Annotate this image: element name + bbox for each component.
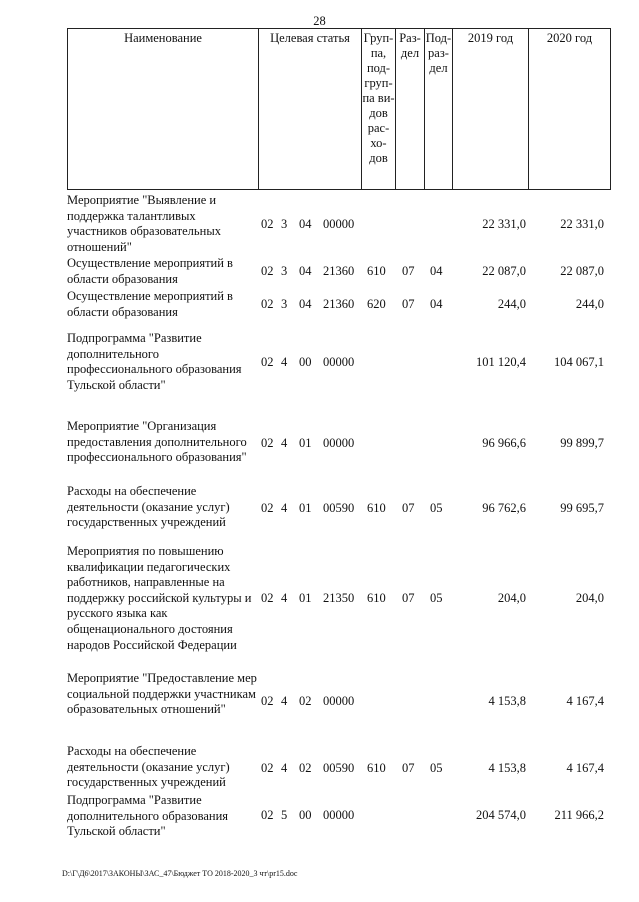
row-s: 4 <box>281 501 288 515</box>
row-code: 00000 <box>323 436 355 450</box>
row-p: 02 <box>261 264 274 278</box>
row-value-2019: 22 087,0 <box>482 264 526 278</box>
page-number: 28 <box>313 14 326 28</box>
header-subsection-cell <box>424 28 453 190</box>
row-code: 00000 <box>323 694 355 708</box>
row-name: Осуществление мероприятий в области образования <box>67 289 233 319</box>
row-name: Мероприятие "Организация предоставления дополнительного профессионального образования" <box>67 419 247 465</box>
row-value-2020: 204,0 <box>575 591 604 605</box>
row-value-2020: 104 067,1 <box>554 355 604 369</box>
row-code: 21360 <box>323 297 355 311</box>
row-value-2019: 96 966,6 <box>482 436 526 450</box>
row-value-2019: 4 153,8 <box>488 761 526 775</box>
row-name: Расходы на обеспечение деятельности (оказание услуг) государственных учреждений <box>67 484 230 530</box>
row-value-2019: 101 120,4 <box>476 355 526 369</box>
row-s: 3 <box>281 264 288 278</box>
row-pr: 05 <box>430 591 443 605</box>
row-name: Мероприятие "Выявление и поддержка талантливых участников образовательных отношений" <box>67 193 221 254</box>
row-name: Подпрограмма "Развитие дополнительного образования Тульской области" <box>67 793 229 839</box>
row-grp: 610 <box>367 501 386 515</box>
row-s: 3 <box>281 217 288 231</box>
row-s: 4 <box>281 436 288 450</box>
header-name: Наименование <box>124 31 202 45</box>
row-p: 02 <box>261 217 274 231</box>
row-pr: 05 <box>430 501 443 515</box>
row-p: 02 <box>261 591 274 605</box>
header-2020: 2020 год <box>546 31 593 45</box>
row-pr: 04 <box>430 264 443 278</box>
row-p: 02 <box>261 808 274 822</box>
row-value-2019: 244,0 <box>497 297 526 311</box>
row-rz: 07 <box>402 761 415 775</box>
row-s: 4 <box>281 694 288 708</box>
row-code: 00000 <box>323 217 355 231</box>
row-m: 04 <box>299 297 312 311</box>
header-group-cell <box>361 28 396 190</box>
header-section-cell <box>395 28 425 190</box>
row-value-2019: 22 331,0 <box>482 217 526 231</box>
row-value-2019: 4 153,8 <box>488 694 526 708</box>
row-grp: 610 <box>367 264 386 278</box>
row-grp: 610 <box>367 591 386 605</box>
row-p: 02 <box>261 355 274 369</box>
row-code: 21350 <box>323 591 355 605</box>
row-value-2020: 99 899,7 <box>560 436 604 450</box>
row-p: 02 <box>261 297 274 311</box>
header-2020-cell <box>528 28 611 190</box>
row-rz: 07 <box>402 264 415 278</box>
row-m: 00 <box>299 355 312 369</box>
row-s: 4 <box>281 591 288 605</box>
row-m: 04 <box>299 217 312 231</box>
row-s: 4 <box>281 355 288 369</box>
header-target-cell <box>258 28 362 190</box>
row-value-2020: 211 966,2 <box>554 808 604 822</box>
row-pr: 04 <box>430 297 443 311</box>
row-name: Мероприятия по повышению квалификации педагогических работников, направленные на поддержку российской культуры и русского языка как общенационального достояния народов Российской Федерации <box>67 544 252 652</box>
row-p: 02 <box>261 761 274 775</box>
file-path-footer: D:\Г\Д6\2017\ЗАКОНЫ\ЗАС_47\Бюджет ТО 2018-2020_3 чт\pr15.doc <box>62 869 298 878</box>
row-m: 01 <box>299 591 312 605</box>
row-code: 00590 <box>323 501 355 515</box>
row-p: 02 <box>261 436 274 450</box>
row-m: 00 <box>299 808 312 822</box>
row-name: Осуществление мероприятий в области образования <box>67 256 233 286</box>
row-m: 01 <box>299 436 312 450</box>
header-subsection: Под- раз- дел <box>425 31 452 75</box>
row-p: 02 <box>261 501 274 515</box>
header-2019: 2019 год <box>467 31 514 45</box>
row-value-2020: 22 087,0 <box>560 264 604 278</box>
header-group: Груп- па, под- груп- па ви- дов рас- хо- дов <box>362 31 395 165</box>
row-value-2019: 204,0 <box>497 591 526 605</box>
row-p: 02 <box>261 694 274 708</box>
row-pr: 05 <box>430 761 443 775</box>
header-name-cell <box>67 28 259 190</box>
row-value-2020: 4 167,4 <box>566 761 604 775</box>
row-code: 00000 <box>323 355 355 369</box>
row-code: 00000 <box>323 808 355 822</box>
row-s: 5 <box>281 808 288 822</box>
row-value-2019: 204 574,0 <box>476 808 526 822</box>
row-value-2020: 244,0 <box>575 297 604 311</box>
row-name: Подпрограмма "Развитие дополнительного профессионального образования Тульской области" <box>67 331 242 392</box>
row-m: 04 <box>299 264 312 278</box>
row-s: 4 <box>281 761 288 775</box>
row-rz: 07 <box>402 591 415 605</box>
row-grp: 610 <box>367 761 386 775</box>
row-code: 00590 <box>323 761 355 775</box>
header-section: Раз- дел <box>399 31 421 60</box>
row-value-2020: 22 331,0 <box>560 217 604 231</box>
row-name: Расходы на обеспечение деятельности (оказание услуг) государственных учреждений <box>67 744 230 790</box>
header-target: Целевая статья <box>270 31 350 45</box>
row-value-2019: 96 762,6 <box>482 501 526 515</box>
row-grp: 620 <box>367 297 386 311</box>
row-s: 3 <box>281 297 288 311</box>
row-value-2020: 99 695,7 <box>560 501 604 515</box>
row-m: 02 <box>299 694 312 708</box>
row-rz: 07 <box>402 297 415 311</box>
row-rz: 07 <box>402 501 415 515</box>
row-name: Мероприятие "Предоставление мер социальной поддержки участникам образовательных отношений" <box>67 671 257 717</box>
row-m: 02 <box>299 761 312 775</box>
row-m: 01 <box>299 501 312 515</box>
header-2019-cell <box>452 28 529 190</box>
row-value-2020: 4 167,4 <box>566 694 604 708</box>
row-code: 21360 <box>323 264 355 278</box>
